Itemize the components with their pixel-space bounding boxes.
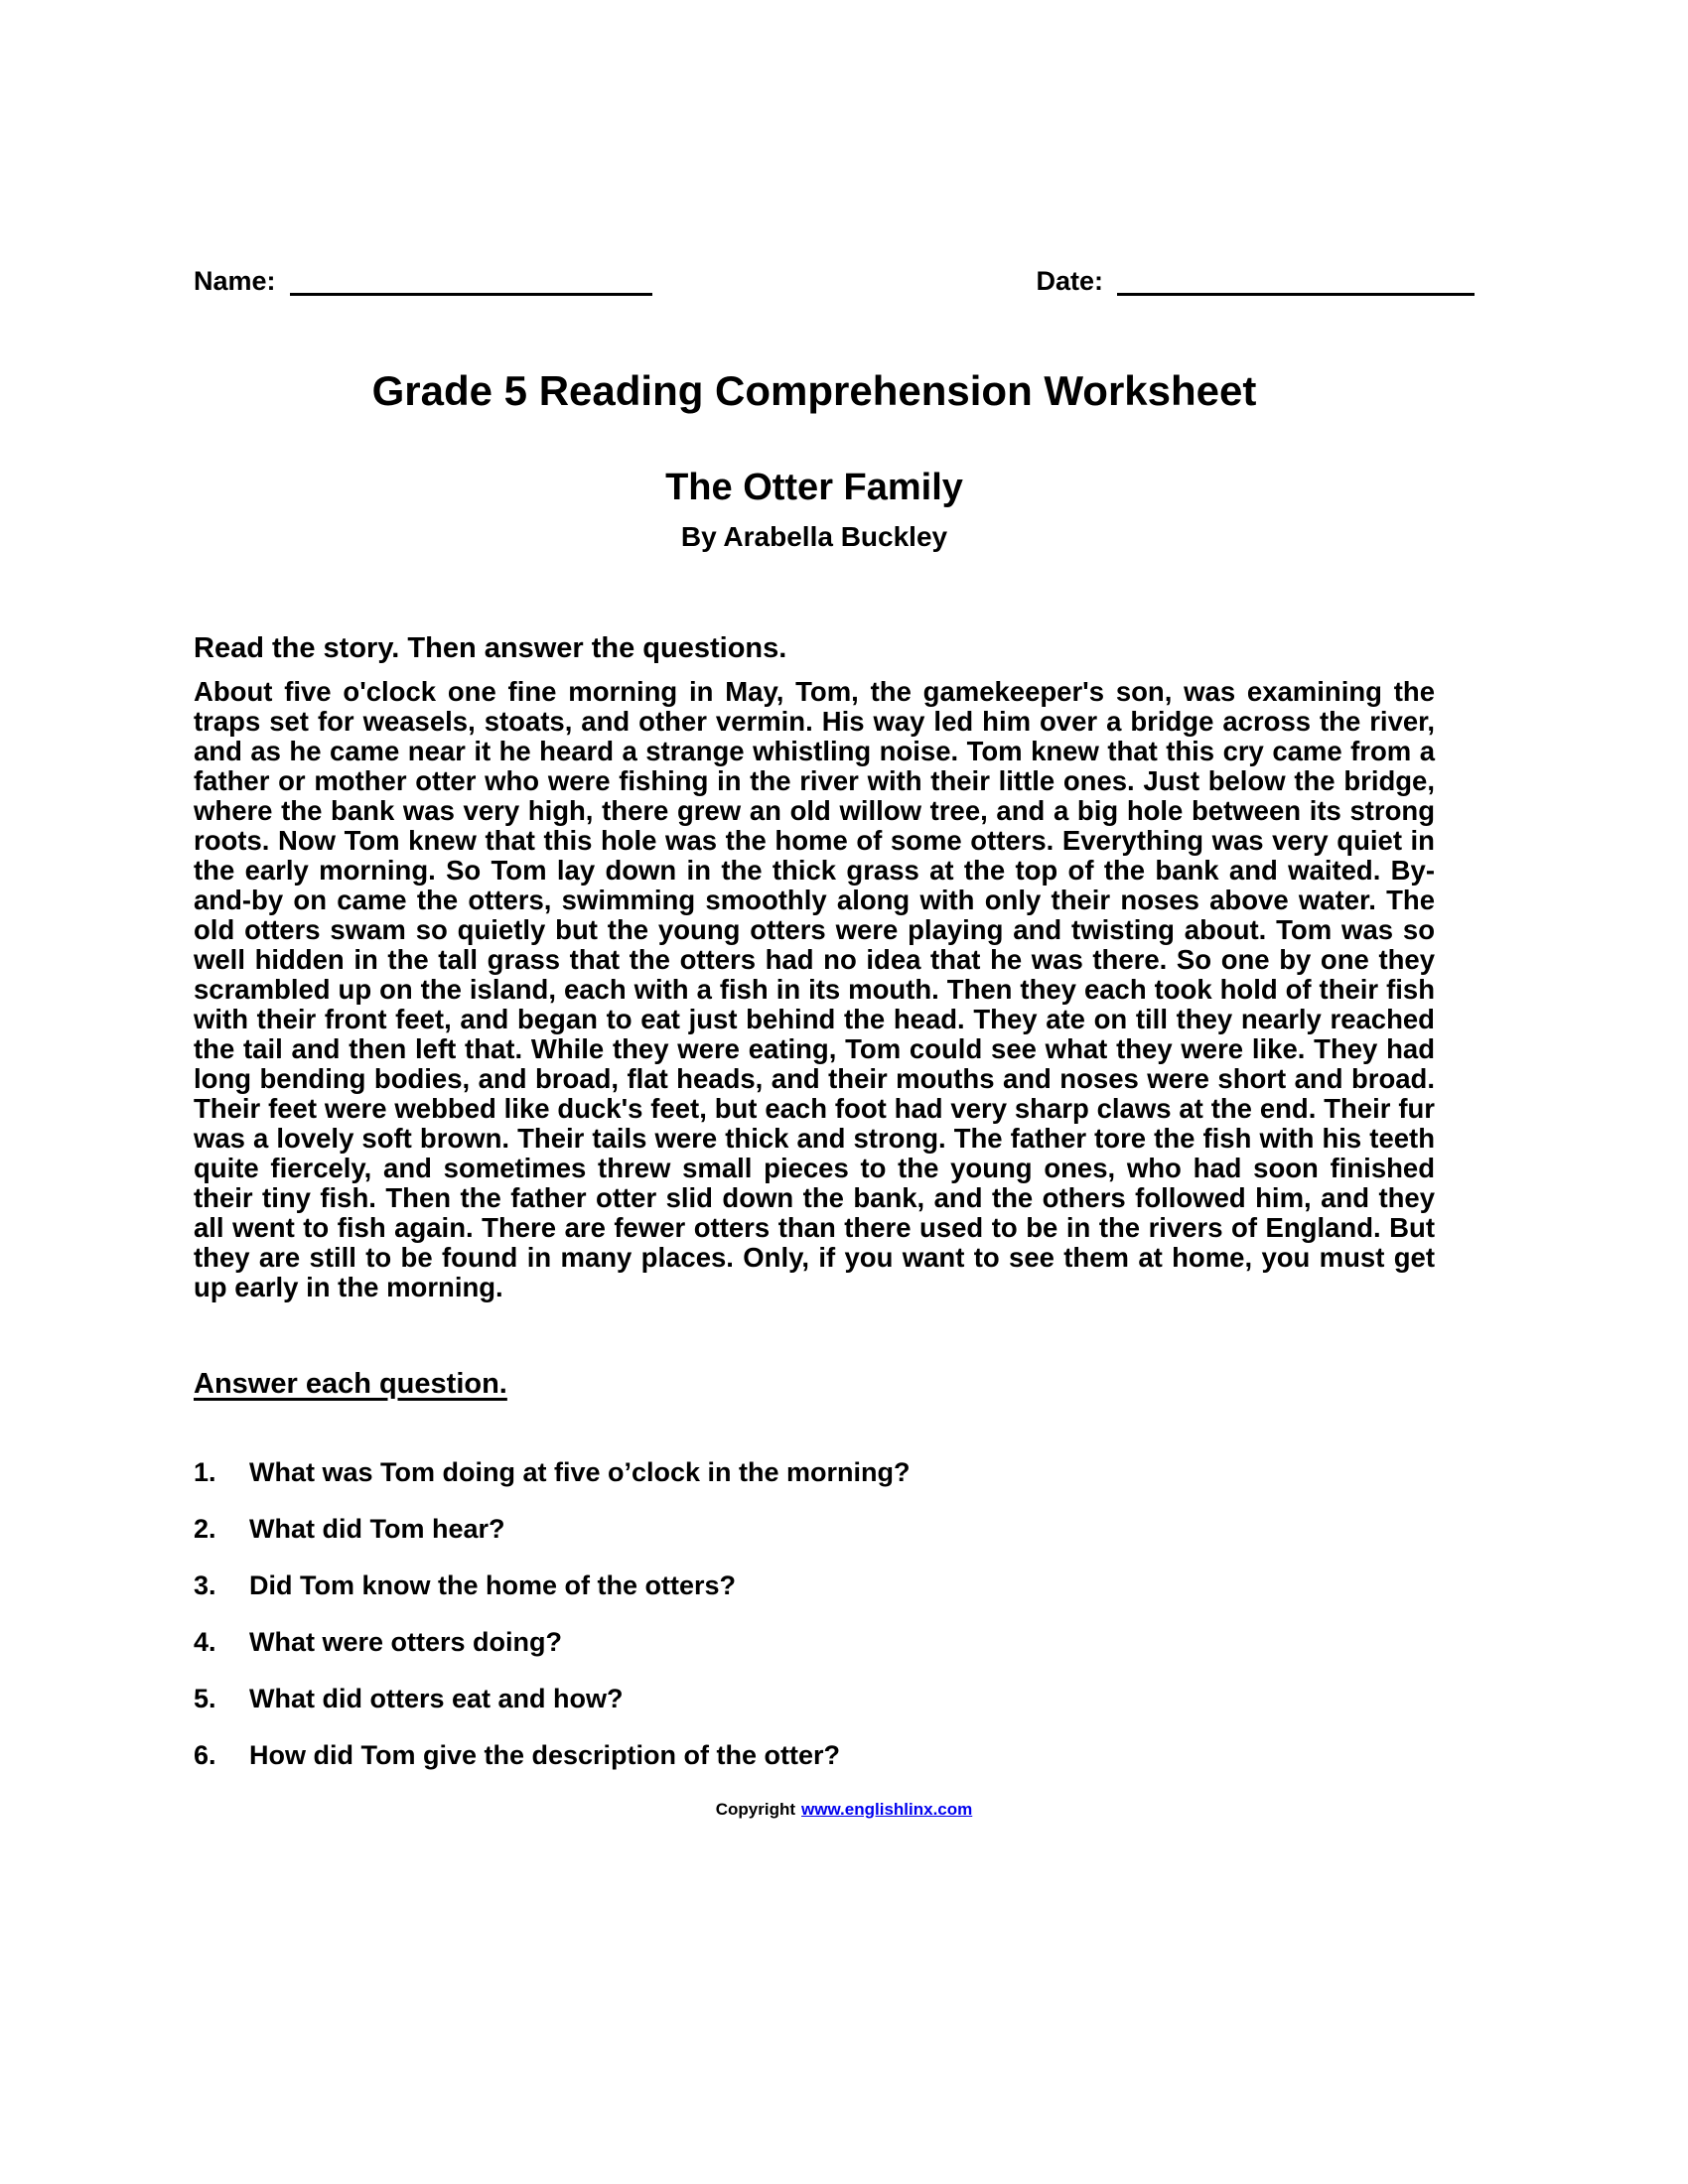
question-number: 2. bbox=[194, 1514, 216, 1544]
name-label: Name: bbox=[194, 266, 276, 296]
question-text: Did Tom know the home of the otters? bbox=[249, 1570, 736, 1600]
instructions-text: Read the story. Then answer the questions. bbox=[194, 632, 787, 664]
question-item-2 bbox=[194, 1513, 1435, 1546]
question-item-5 bbox=[194, 1683, 1435, 1715]
name-write-line bbox=[290, 268, 652, 296]
worksheet-content bbox=[194, 367, 1435, 1820]
question-item-4 bbox=[194, 1626, 1435, 1659]
question-text: What did Tom hear? bbox=[249, 1514, 505, 1544]
worksheet-title: Grade 5 Reading Comprehension Worksheet bbox=[371, 367, 1257, 414]
question-text: What did otters eat and how? bbox=[249, 1684, 624, 1713]
question-number: 3. bbox=[194, 1570, 216, 1600]
question-item-1 bbox=[194, 1456, 1435, 1489]
question-number: 4. bbox=[194, 1627, 216, 1657]
byline: By Arabella Buckley bbox=[680, 521, 948, 552]
story-title: The Otter Family bbox=[665, 467, 963, 508]
copyright-link[interactable]: www.englishlinx.com bbox=[801, 1800, 973, 1819]
date-write-line bbox=[1117, 268, 1475, 296]
question-text: What were otters doing? bbox=[249, 1627, 563, 1657]
question-number: 1. bbox=[194, 1457, 216, 1487]
question-number: 5. bbox=[194, 1684, 216, 1713]
story-text: About five o'clock one fine morning in May, Tom, the gamekeeper's son, was examining the traps set for weasels, stoats, and other vermin. His way led him over a bridge across the river, and as he came near it he heard a strange whistling noise. Tom knew that this cry came from a father or mother otter who were fishing in the river with their little ones. Just below the bridge, where the bank was very high, there grew an old willow tree, and a big hole between its strong roots. Now Tom knew that this hole was the home of some otters. Everything was very quiet in the early morning. So Tom lay down in the thick grass at the top of the bank and waited. By-and-by on came the otters, swimming smoothly along with only their noses above water. The old otters swam so quietly but the young otters were playing and twisting about. Tom was so well hidden in the tall grass that the otters had no idea that he was there. So one by one they scrambled up on the island, each with a fish in its mouth. Then they each took hold of their fish with their front feet, and began to eat just behind the head. They ate on till they nearly reached the tail and then left that. While they were eating, Tom could see what they were like. They had long bending bodies, and broad, flat heads, and their mouths and noses were short and broad. Their feet were webbed like duck's feet, but each foot had very sharp claws at the end. Their fur was a lovely soft brown. Their tails were thick and strong. The father tore the fish with his teeth quite fiercely, and sometimes threw small pieces to the young ones, who had soon finished their tiny fish. Then the father otter slid down the bank, and the others followed him, and they all went to fish again. There are fewer otters than there used to be in the rivers of England. But they are still to be found in many places. Only, if you want to see them at home, you must get up early in the morning. bbox=[194, 676, 1435, 1302]
question-text: How did Tom give the description of the otter? bbox=[249, 1740, 841, 1770]
question-item-3 bbox=[194, 1570, 1435, 1602]
date-label: Date: bbox=[1036, 266, 1103, 296]
question-item-6 bbox=[194, 1739, 1435, 1772]
date-field bbox=[1036, 266, 1475, 296]
question-list bbox=[194, 1456, 1435, 1772]
answer-heading: Answer each question. bbox=[194, 1368, 507, 1400]
question-text: What was Tom doing at five o’clock in the morning? bbox=[249, 1457, 911, 1487]
name-field bbox=[194, 266, 652, 296]
copyright-footer bbox=[0, 1800, 1688, 1820]
question-number: 6. bbox=[194, 1740, 216, 1770]
copyright-label: Copyright bbox=[715, 1800, 796, 1819]
name-date-row bbox=[194, 266, 1475, 296]
